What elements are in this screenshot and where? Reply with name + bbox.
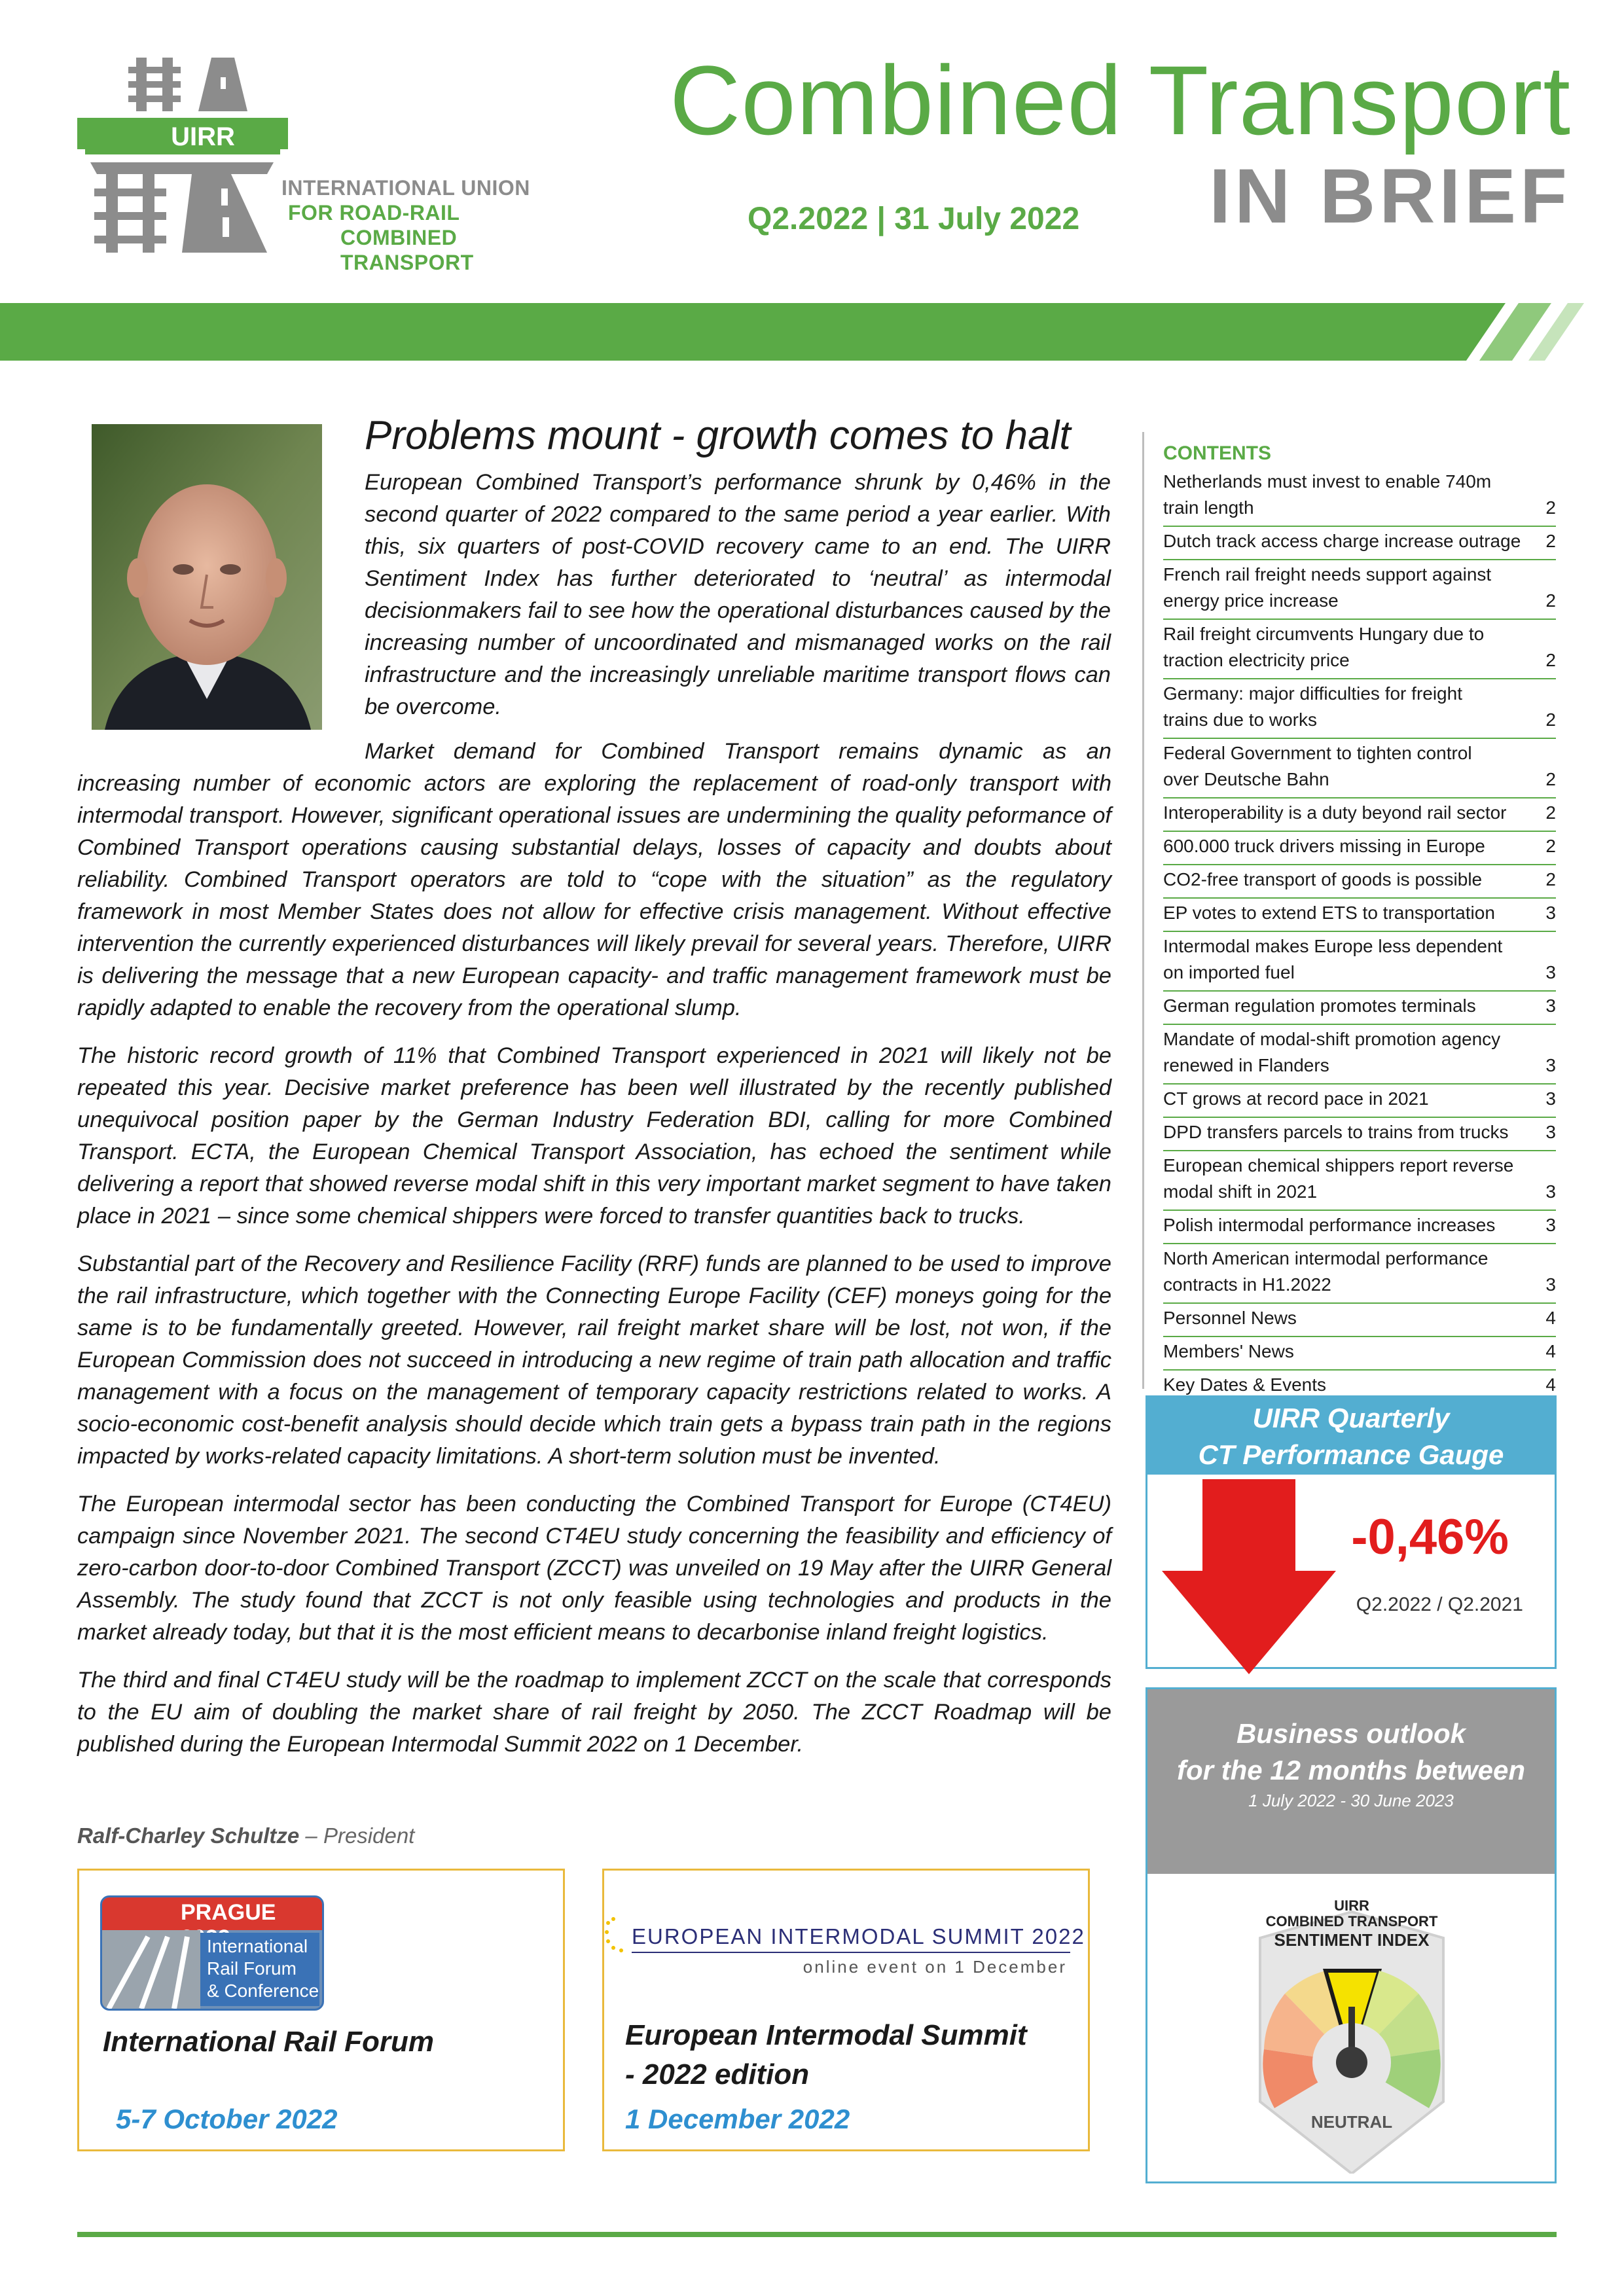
toc-page-number: 2 bbox=[1545, 650, 1556, 670]
toc-page-number: 2 bbox=[1545, 802, 1556, 823]
newsletter-title: Combined Transport bbox=[669, 45, 1571, 155]
toc-page-number: 3 bbox=[1545, 962, 1556, 982]
toc-item-title: North American intermodal performance bbox=[1163, 1248, 1489, 1268]
logo-line-1: INTERNATIONAL UNION bbox=[281, 176, 530, 200]
toc-page-number: 3 bbox=[1545, 1181, 1556, 1202]
sentiment-level: NEUTRAL bbox=[1310, 2112, 1393, 2132]
toc-page-number: 2 bbox=[1545, 836, 1556, 856]
toc-item[interactable] bbox=[1163, 1337, 1556, 1371]
toc-page-number: 2 bbox=[1545, 769, 1556, 789]
toc-item[interactable] bbox=[1163, 932, 1556, 992]
logo-line-1: International bbox=[207, 1936, 308, 1956]
toc-item-title: DPD transfers parcels to trains from trucks bbox=[1163, 1122, 1509, 1142]
article-headline: Problems mount - growth comes to halt bbox=[365, 413, 1071, 458]
toc-item[interactable] bbox=[1163, 992, 1556, 1025]
toc-item-title: Rail freight circumvents Hungary due to bbox=[1163, 624, 1485, 644]
toc-item-title: German regulation promotes terminals bbox=[1163, 996, 1476, 1016]
toc-page-number: 2 bbox=[1545, 869, 1556, 889]
toc-item[interactable] bbox=[1163, 1244, 1556, 1304]
business-outlook-box bbox=[1146, 1687, 1557, 2183]
gauge-heading bbox=[1147, 1397, 1555, 1475]
toc-item[interactable] bbox=[1163, 739, 1556, 798]
toc-page-number: 2 bbox=[1545, 709, 1556, 730]
toc-item[interactable] bbox=[1163, 798, 1556, 832]
president-portrait bbox=[92, 424, 322, 730]
logo-line-3: COMBINED TRANSPORT bbox=[340, 226, 474, 274]
toc-item-title: Interoperability is a duty beyond rail sector bbox=[1163, 802, 1507, 823]
outlook-heading bbox=[1147, 1689, 1555, 1874]
toc-item-title: Mandate of modal-shift promotion agency bbox=[1163, 1029, 1501, 1049]
event-date: 5-7 October 2022 bbox=[116, 2104, 338, 2134]
toc-page-number: 3 bbox=[1545, 903, 1556, 923]
toc-item-title-line-2: on imported fuel bbox=[1163, 962, 1295, 982]
logo-line-2: Rail Forum bbox=[207, 1958, 297, 1979]
gauge-heading-line-2: CT Performance Gauge bbox=[1198, 1439, 1504, 1470]
article-paragraph: The European intermodal sector has been conducting the Combined Transport for Europe (CT4EU) campaign since November 2021. The second CT4EU study concerning the feasibility and efficiency of zero-carbon door-to-door Combined Transport (ZCCT) was unveiled on 19 May after the UIRR General Assembly. The study found that ZCCT is not only feasible using technologies and products in the market already today, but that it is the most efficient means to decarbonise inland freight logistics. bbox=[77, 1492, 1111, 1645]
gauge-value: -0,46% bbox=[1351, 1509, 1509, 1565]
logo-city: PRAGUE bbox=[181, 1900, 276, 1925]
toc-item-title: Intermodal makes Europe less dependent bbox=[1163, 936, 1503, 956]
toc-item[interactable] bbox=[1163, 865, 1556, 899]
toc-item[interactable] bbox=[1163, 467, 1556, 527]
toc-item-title: EP votes to extend ETS to transportation bbox=[1163, 903, 1495, 923]
toc-item[interactable] bbox=[1163, 1085, 1556, 1118]
toc-list bbox=[1163, 467, 1556, 1404]
toc-item-title-line-2: energy price increase bbox=[1163, 590, 1339, 611]
toc-item[interactable] bbox=[1163, 527, 1556, 560]
badge-line-1: UIRR bbox=[1334, 1897, 1369, 1914]
toc-item[interactable] bbox=[1163, 832, 1556, 865]
gauge-heading-line-1: UIRR Quarterly bbox=[1252, 1403, 1450, 1433]
toc-page-number: 2 bbox=[1545, 590, 1556, 611]
table-of-contents bbox=[1163, 440, 1556, 1404]
logo-line-2: FOR ROAD-RAIL bbox=[288, 201, 460, 224]
toc-item-title: 600.000 truck drivers missing in Europe bbox=[1163, 836, 1485, 856]
toc-item-title-line-2: traction electricity price bbox=[1163, 650, 1350, 670]
event-title: European Intermodal Summit bbox=[625, 2019, 1027, 2051]
toc-item-title: Members' News bbox=[1163, 1341, 1294, 1361]
outlook-period: 1 July 2022 - 30 June 2023 bbox=[1248, 1791, 1454, 1810]
toc-item-title-line-2: renewed in Flanders bbox=[1163, 1055, 1329, 1075]
article-signature bbox=[77, 1823, 414, 1848]
badge-line-3: SENTIMENT INDEX bbox=[1274, 1930, 1430, 1950]
article-paragraph: Market demand for Combined Transport remains dynamic as an increasing number of economic actors are exploring the replacement of road-only transport with intermodal transport. However, significant operational issues are undermining the quality peformance of Combined Transport operations causing substantial delays, losses of capacity and doubts about reliability. Combined Transport operators are told to “cope with the situation” as the regulatory framework in most Member States does not allow for effective crisis management. Without effective intervention the currently experienced disturbances will likely prevail for several years. Therefore, UIRR is delivering the message that a new European capacity- and traffic management framework must be rapidly adapted to enable the recovery from the operational slump. bbox=[77, 739, 1111, 1020]
uirr-logo bbox=[77, 58, 575, 274]
article-paragraph: The historic record growth of 11% that Combined Transport experienced in 2021 will likely not be repeated this year. Decisive market preference has been well illustrated by the recently published unequivocal position paper by the German Industry Federation BDI, calling for more Combined Transport. ECTA, the European Chemical Transport Association, has echoed the sentiment while delivering a report that showed reverse modal shift in this very important market segment to have taken place in 2021 – since some chemical shippers were forced to transfer quantities back to trucks. bbox=[77, 1043, 1111, 1229]
sidebar-divider bbox=[1142, 432, 1144, 1389]
logo-acronym: UIRR bbox=[171, 122, 235, 151]
down-arrow-icon bbox=[1162, 1479, 1336, 1674]
toc-item[interactable] bbox=[1163, 1025, 1556, 1085]
toc-item[interactable] bbox=[1163, 1151, 1556, 1211]
toc-page-number: 3 bbox=[1545, 996, 1556, 1016]
toc-page-number: 4 bbox=[1545, 1374, 1556, 1395]
event-title: International Rail Forum bbox=[103, 2026, 435, 2058]
author-name: Ralf-Charley Schultze bbox=[77, 1823, 300, 1848]
toc-item-title: Polish intermodal performance increases bbox=[1163, 1215, 1496, 1235]
event-card-rail-forum[interactable] bbox=[77, 1869, 565, 2151]
gauge-period: Q2.2022 / Q2.2021 bbox=[1356, 1594, 1523, 1615]
badge-line-2: COMBINED TRANSPORT bbox=[1265, 1913, 1438, 1929]
toc-item-title: Federal Government to tighten control bbox=[1163, 743, 1472, 763]
toc-item[interactable] bbox=[1163, 560, 1556, 620]
toc-item[interactable] bbox=[1163, 899, 1556, 932]
logo-line-3: & Conference bbox=[207, 1981, 319, 2001]
toc-item[interactable] bbox=[1163, 1211, 1556, 1244]
toc-item[interactable] bbox=[1163, 1118, 1556, 1151]
toc-item-title: French rail freight needs support against bbox=[1163, 564, 1492, 584]
toc-item-title-line-2: over Deutsche Bahn bbox=[1163, 769, 1329, 789]
outlook-heading-line-2: for the 12 months between bbox=[1176, 1755, 1526, 1785]
sentiment-index-badge bbox=[1234, 1886, 1470, 2174]
outlook-heading-line-1: Business outlook bbox=[1236, 1718, 1466, 1749]
toc-item-title: Key Dates & Events bbox=[1163, 1374, 1327, 1395]
toc-item-title-line-2: trains due to works bbox=[1163, 709, 1317, 730]
toc-item-title: Netherlands must invest to enable 740m bbox=[1163, 471, 1492, 492]
toc-item-title: Germany: major difficulties for freight bbox=[1163, 683, 1462, 704]
toc-item-title: CO2-free transport of goods is possible bbox=[1163, 869, 1483, 889]
toc-item[interactable] bbox=[1163, 620, 1556, 679]
newsletter-subtitle: IN BRIEF bbox=[1209, 153, 1571, 240]
toc-item[interactable] bbox=[1163, 679, 1556, 739]
toc-page-number: 4 bbox=[1545, 1341, 1556, 1361]
event-title-line-2: - 2022 edition bbox=[625, 2058, 810, 2090]
article-intro: European Combined Transport’s performance shrunk by 0,46% in the second quarter of 2022 compared to the same period a year earlier. With this, six quarters of post-COVID recovery came to an end. The UIRR Sentiment Index has further deteriorated to ‘neutral’ as intermodal decisionmakers fail to see how the operational disturbances caused by the increasing number of uncoordinated and mismanaged works on the rail infrastructure and the increasingly unreliable maritime transport flows can be overcome. bbox=[365, 470, 1111, 719]
performance-gauge-box bbox=[1146, 1395, 1557, 1669]
issue-date: Q2.2022 | 31 July 2022 bbox=[748, 202, 1080, 236]
toc-item[interactable] bbox=[1163, 1304, 1556, 1337]
toc-item-title-line-2: modal shift in 2021 bbox=[1163, 1181, 1318, 1202]
event-card-intermodal-summit[interactable] bbox=[602, 1869, 1090, 2151]
toc-item-title-line-2: train length bbox=[1163, 497, 1254, 518]
toc-page-number: 3 bbox=[1545, 1055, 1556, 1075]
toc-page-number: 3 bbox=[1545, 1274, 1556, 1295]
toc-item-title: Dutch track access charge increase outrage bbox=[1163, 531, 1521, 551]
event-date: 1 December 2022 bbox=[625, 2104, 850, 2134]
toc-page-number: 3 bbox=[1545, 1215, 1556, 1235]
toc-item-title: European chemical shippers report reverse bbox=[1163, 1155, 1514, 1175]
contents-label: CONTENTS bbox=[1163, 442, 1271, 464]
toc-page-number: 3 bbox=[1545, 1088, 1556, 1109]
toc-page-number: 3 bbox=[1545, 1122, 1556, 1142]
eu-stars-icon bbox=[604, 1916, 628, 1956]
article-body bbox=[77, 736, 1111, 1776]
toc-page-number: 2 bbox=[1545, 497, 1556, 518]
author-role: – President bbox=[305, 1823, 415, 1848]
summit-logo-title: EUROPEAN INTERMODAL SUMMIT 2022 bbox=[632, 1924, 1085, 1948]
article-paragraph: The third and final CT4EU study will be the roadmap to implement ZCCT on the scale that corresponds to the EU aim of doubling the market share of rail freight by 2050. The ZCCT Roadmap will be published during the European Intermodal Summit 2022 on 1 December. bbox=[77, 1668, 1111, 1757]
toc-page-number: 2 bbox=[1545, 531, 1556, 551]
prague-forum-logo bbox=[100, 1895, 324, 2011]
portrait-image bbox=[92, 424, 322, 730]
toc-item-title-line-2: contracts in H1.2022 bbox=[1163, 1274, 1331, 1295]
toc-item-title: Personnel News bbox=[1163, 1308, 1297, 1328]
header-green-band bbox=[0, 303, 1624, 361]
summit-logo-subtitle: online event on 1 December bbox=[803, 1957, 1067, 1977]
article-paragraph: Substantial part of the Recovery and Resilience Facility (RRF) funds are planned to be used to improve the rail infrastructure, which together with the Connecting Europe Facility (CEF) moneys going for the same is to be fundamentally greeted. However, rail freight market share will be lost, not won, if the European Commission does not succeed in introducing a new regime of train path allocation and traffic management with a focus on the management of temporary capacity restrictions related to works. A socio-economic cost-benefit analysis should decide which train gets a bypass train path in the regions impacted by works-related capacity limitations. A short-term solution must be invented. bbox=[77, 1251, 1111, 1469]
rail-tracks-icon bbox=[102, 1930, 200, 2009]
footer-rule bbox=[77, 2232, 1557, 2237]
toc-page-number: 4 bbox=[1545, 1308, 1556, 1328]
toc-item-title: CT grows at record pace in 2021 bbox=[1163, 1088, 1429, 1109]
